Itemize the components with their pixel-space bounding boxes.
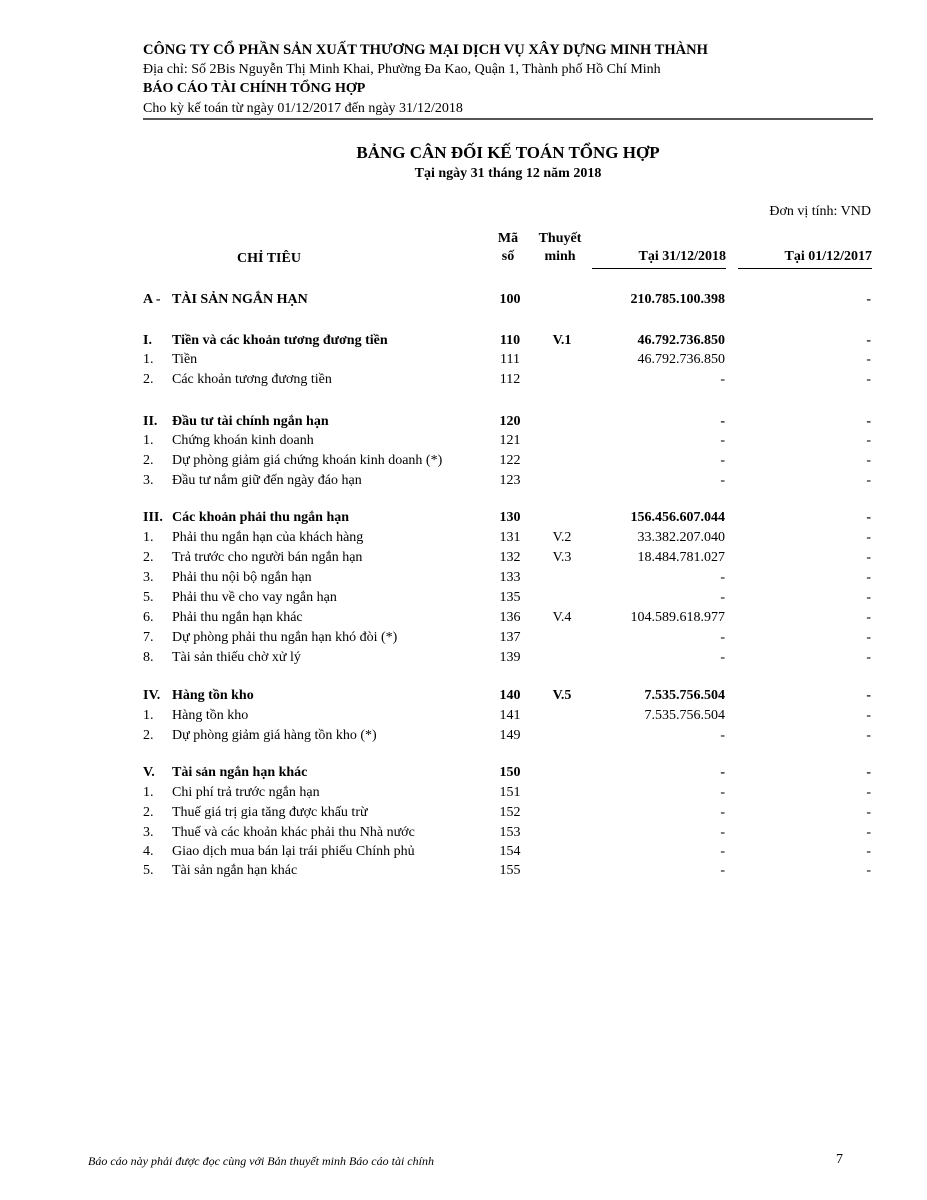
row-number: III. bbox=[143, 510, 163, 525]
table-row bbox=[0, 842, 927, 862]
row-note: V.4 bbox=[552, 610, 572, 625]
table-row bbox=[0, 608, 927, 628]
row-label: Tiền bbox=[172, 352, 198, 367]
row-code: 112 bbox=[499, 372, 521, 387]
row-code: 137 bbox=[499, 630, 521, 645]
row-label: Các khoản tương đương tiền bbox=[172, 372, 332, 387]
row-value-current: - bbox=[720, 453, 725, 468]
row-number: IV. bbox=[143, 688, 161, 703]
row-code: 149 bbox=[499, 728, 521, 743]
row-number: 5. bbox=[143, 590, 154, 605]
row-code: 135 bbox=[499, 590, 521, 605]
row-label: Thuế giá trị gia tăng được khấu trừ bbox=[172, 805, 368, 820]
row-value-previous: - bbox=[866, 650, 871, 665]
table-row bbox=[0, 471, 927, 491]
row-label: Phải thu ngắn hạn khác bbox=[172, 610, 303, 625]
table-row bbox=[0, 803, 927, 823]
row-label: Hàng tồn kho bbox=[172, 708, 249, 723]
row-number: 3. bbox=[143, 825, 154, 840]
row-value-current: - bbox=[720, 728, 725, 743]
row-label: Tài sản thiếu chờ xử lý bbox=[172, 650, 301, 665]
table-row bbox=[0, 370, 927, 390]
row-code: 130 bbox=[499, 510, 521, 525]
row-number: 1. bbox=[143, 352, 154, 367]
row-code: 141 bbox=[499, 708, 521, 723]
row-number: 3. bbox=[143, 570, 154, 585]
row-number: V. bbox=[143, 765, 155, 780]
row-number: 2. bbox=[143, 372, 154, 387]
column-header-code-line2: số bbox=[501, 249, 515, 264]
row-value-previous: - bbox=[866, 333, 871, 348]
row-value-current: - bbox=[720, 863, 725, 878]
table-row bbox=[0, 350, 927, 370]
row-code: 153 bbox=[499, 825, 521, 840]
row-number: 2. bbox=[143, 550, 154, 565]
row-value-current: - bbox=[720, 844, 725, 859]
row-number: 2. bbox=[143, 805, 154, 820]
row-value-previous: - bbox=[866, 805, 871, 820]
company-name: CÔNG TY CỔ PHẦN SẢN XUẤT THƯƠNG MẠI DỊCH VỤ XÂY DỰNG MINH THÀNH bbox=[143, 42, 708, 58]
table-row bbox=[0, 783, 927, 803]
row-label: Dự phòng giảm giá chứng khoán kinh doanh (*) bbox=[172, 453, 443, 468]
row-code: 151 bbox=[499, 785, 521, 800]
row-value-current: - bbox=[720, 805, 725, 820]
row-label: Phải thu ngắn hạn của khách hàng bbox=[172, 530, 364, 545]
row-value-previous: - bbox=[866, 473, 871, 488]
row-number: 1. bbox=[143, 433, 154, 448]
page-number: 7 bbox=[836, 1152, 843, 1167]
row-value-current: 18.484.781.027 bbox=[637, 550, 725, 565]
row-number: 2. bbox=[143, 728, 154, 743]
row-value-current: 46.792.736.850 bbox=[637, 352, 725, 367]
row-value-previous: - bbox=[866, 765, 871, 780]
row-label: TÀI SẢN NGẮN HẠN bbox=[172, 292, 308, 307]
table-row bbox=[0, 548, 927, 568]
row-label: Tiền và các khoản tương đương tiền bbox=[172, 333, 388, 348]
section-row bbox=[0, 508, 927, 528]
row-label: Tài sản ngắn hạn khác bbox=[172, 765, 308, 780]
table-row bbox=[0, 628, 927, 648]
table-row bbox=[0, 431, 927, 451]
row-value-current: - bbox=[720, 570, 725, 585]
table-row bbox=[0, 648, 927, 668]
row-value-previous: - bbox=[866, 510, 871, 525]
section-row bbox=[0, 412, 927, 432]
row-code: 136 bbox=[499, 610, 521, 625]
row-code: 140 bbox=[499, 688, 521, 703]
row-value-current: - bbox=[720, 473, 725, 488]
row-label: Đầu tư tài chính ngắn hạn bbox=[172, 414, 329, 429]
row-value-previous: - bbox=[866, 610, 871, 625]
column-header-note bbox=[532, 230, 588, 266]
row-value-previous: - bbox=[866, 453, 871, 468]
row-note: V.2 bbox=[552, 530, 572, 545]
row-number: 1. bbox=[143, 785, 154, 800]
row-value-previous: - bbox=[866, 550, 871, 565]
row-value-current: 7.535.756.504 bbox=[644, 708, 725, 723]
row-code: 111 bbox=[500, 352, 520, 367]
row-number: 3. bbox=[143, 473, 154, 488]
row-value-current: 210.785.100.398 bbox=[630, 292, 725, 307]
row-value-previous: - bbox=[866, 352, 871, 367]
row-number: I. bbox=[143, 333, 152, 348]
row-label: Hàng tồn kho bbox=[172, 688, 254, 703]
row-code: 100 bbox=[499, 292, 521, 307]
row-code: 132 bbox=[499, 550, 521, 565]
row-number: 2. bbox=[143, 453, 154, 468]
row-label: Giao dịch mua bán lại trái phiếu Chính phủ bbox=[172, 844, 415, 859]
row-code: 152 bbox=[499, 805, 521, 820]
section-row bbox=[0, 763, 927, 783]
row-code: 150 bbox=[499, 765, 521, 780]
column-header-indicator: CHỈ TIÊU bbox=[237, 251, 301, 266]
row-label: Phải thu nội bộ ngắn hạn bbox=[172, 570, 312, 585]
row-value-current: - bbox=[720, 825, 725, 840]
row-value-current: 104.589.618.977 bbox=[630, 610, 725, 625]
row-code: 133 bbox=[499, 570, 521, 585]
row-value-current: 46.792.736.850 bbox=[637, 333, 725, 348]
document-header bbox=[143, 40, 873, 118]
table-row bbox=[0, 823, 927, 843]
footer-note: Báo cáo này phải được đọc cùng với Bản thuyết minh Báo cáo tài chính bbox=[88, 1154, 434, 1168]
row-value-previous: - bbox=[866, 728, 871, 743]
row-value-previous: - bbox=[866, 292, 871, 307]
row-code: 122 bbox=[499, 453, 521, 468]
column-header-note-line1: Thuyết bbox=[538, 231, 582, 246]
table-row bbox=[0, 528, 927, 548]
page-subtitle: Tại ngày 31 tháng 12 năm 2018 bbox=[414, 166, 602, 181]
row-value-current: - bbox=[720, 785, 725, 800]
row-number: 4. bbox=[143, 844, 154, 859]
table-row bbox=[0, 588, 927, 608]
row-label: Chứng khoán kinh doanh bbox=[172, 433, 314, 448]
table-row bbox=[0, 726, 927, 746]
row-value-previous: - bbox=[866, 863, 871, 878]
row-value-previous: - bbox=[866, 688, 871, 703]
header-divider bbox=[143, 118, 873, 120]
row-code: 155 bbox=[499, 863, 521, 878]
row-note: V.1 bbox=[552, 333, 572, 348]
page-title: BẢNG CÂN ĐỐI KẾ TOÁN TỔNG HỢP bbox=[356, 143, 660, 162]
row-value-current: - bbox=[720, 372, 725, 387]
row-number: 1. bbox=[143, 530, 154, 545]
row-value-current: 156.456.607.044 bbox=[630, 510, 725, 525]
table-row bbox=[0, 706, 927, 726]
row-value-current: - bbox=[720, 414, 725, 429]
row-value-current: - bbox=[720, 650, 725, 665]
row-label: Phải thu về cho vay ngắn hạn bbox=[172, 590, 337, 605]
section-row bbox=[0, 290, 927, 310]
row-value-previous: - bbox=[866, 414, 871, 429]
row-number: A - bbox=[143, 292, 161, 307]
row-number: 8. bbox=[143, 650, 154, 665]
row-value-previous: - bbox=[866, 844, 871, 859]
row-value-previous: - bbox=[866, 590, 871, 605]
row-number: 5. bbox=[143, 863, 154, 878]
report-name: BÁO CÁO TÀI CHÍNH TỔNG HỢP bbox=[143, 81, 366, 96]
row-code: 139 bbox=[499, 650, 521, 665]
row-number: 6. bbox=[143, 610, 154, 625]
row-note: V.5 bbox=[552, 688, 572, 703]
row-value-current: 7.535.756.504 bbox=[644, 688, 725, 703]
row-note: V.3 bbox=[552, 550, 572, 565]
table-row bbox=[0, 861, 927, 881]
row-value-previous: - bbox=[866, 785, 871, 800]
row-value-previous: - bbox=[866, 825, 871, 840]
column-header-previous: Tại 01/12/2017 bbox=[738, 248, 872, 269]
row-value-current: 33.382.207.040 bbox=[637, 530, 725, 545]
row-value-previous: - bbox=[866, 708, 871, 723]
row-number: II. bbox=[143, 414, 158, 429]
row-label: Thuế và các khoản khác phải thu Nhà nước bbox=[172, 825, 415, 840]
row-value-previous: - bbox=[866, 433, 871, 448]
row-label: Tài sản ngắn hạn khác bbox=[172, 863, 298, 878]
row-label: Dự phòng giảm giá hàng tồn kho (*) bbox=[172, 728, 377, 743]
row-value-previous: - bbox=[866, 570, 871, 585]
row-label: Dự phòng phải thu ngắn hạn khó đòi (*) bbox=[172, 630, 398, 645]
report-period: Cho kỳ kế toán từ ngày 01/12/2017 đến ngày 31/12/2018 bbox=[143, 101, 463, 116]
row-value-current: - bbox=[720, 433, 725, 448]
column-header-code-line1: Mã bbox=[497, 231, 519, 246]
row-label: Các khoản phải thu ngắn hạn bbox=[172, 510, 350, 525]
row-value-current: - bbox=[720, 765, 725, 780]
row-value-previous: - bbox=[866, 530, 871, 545]
row-label: Chi phí trả trước ngắn hạn bbox=[172, 785, 320, 800]
section-row bbox=[0, 686, 927, 706]
column-header-note-line2: minh bbox=[544, 249, 576, 264]
row-value-previous: - bbox=[866, 630, 871, 645]
column-header-code bbox=[494, 230, 522, 266]
row-number: 7. bbox=[143, 630, 154, 645]
currency-unit: Đơn vị tính: VND bbox=[769, 204, 871, 219]
row-code: 154 bbox=[499, 844, 521, 859]
row-label: Trả trước cho người bán ngắn hạn bbox=[172, 550, 363, 565]
row-value-current: - bbox=[720, 630, 725, 645]
section-row bbox=[0, 331, 927, 351]
table-row bbox=[0, 451, 927, 471]
row-value-current: - bbox=[720, 590, 725, 605]
row-code: 110 bbox=[499, 333, 521, 348]
row-code: 120 bbox=[499, 414, 521, 429]
company-address: Địa chỉ: Số 2Bis Nguyễn Thị Minh Khai, Phường Đa Kao, Quận 1, Thành phố Hồ Chí Minh bbox=[143, 62, 661, 77]
row-code: 121 bbox=[499, 433, 521, 448]
row-value-previous: - bbox=[866, 372, 871, 387]
column-header-current: Tại 31/12/2018 bbox=[592, 248, 726, 269]
table-row bbox=[0, 568, 927, 588]
row-code: 123 bbox=[499, 473, 521, 488]
row-number: 1. bbox=[143, 708, 154, 723]
row-code: 131 bbox=[499, 530, 521, 545]
row-label: Đầu tư nắm giữ đến ngày đáo hạn bbox=[172, 473, 362, 488]
